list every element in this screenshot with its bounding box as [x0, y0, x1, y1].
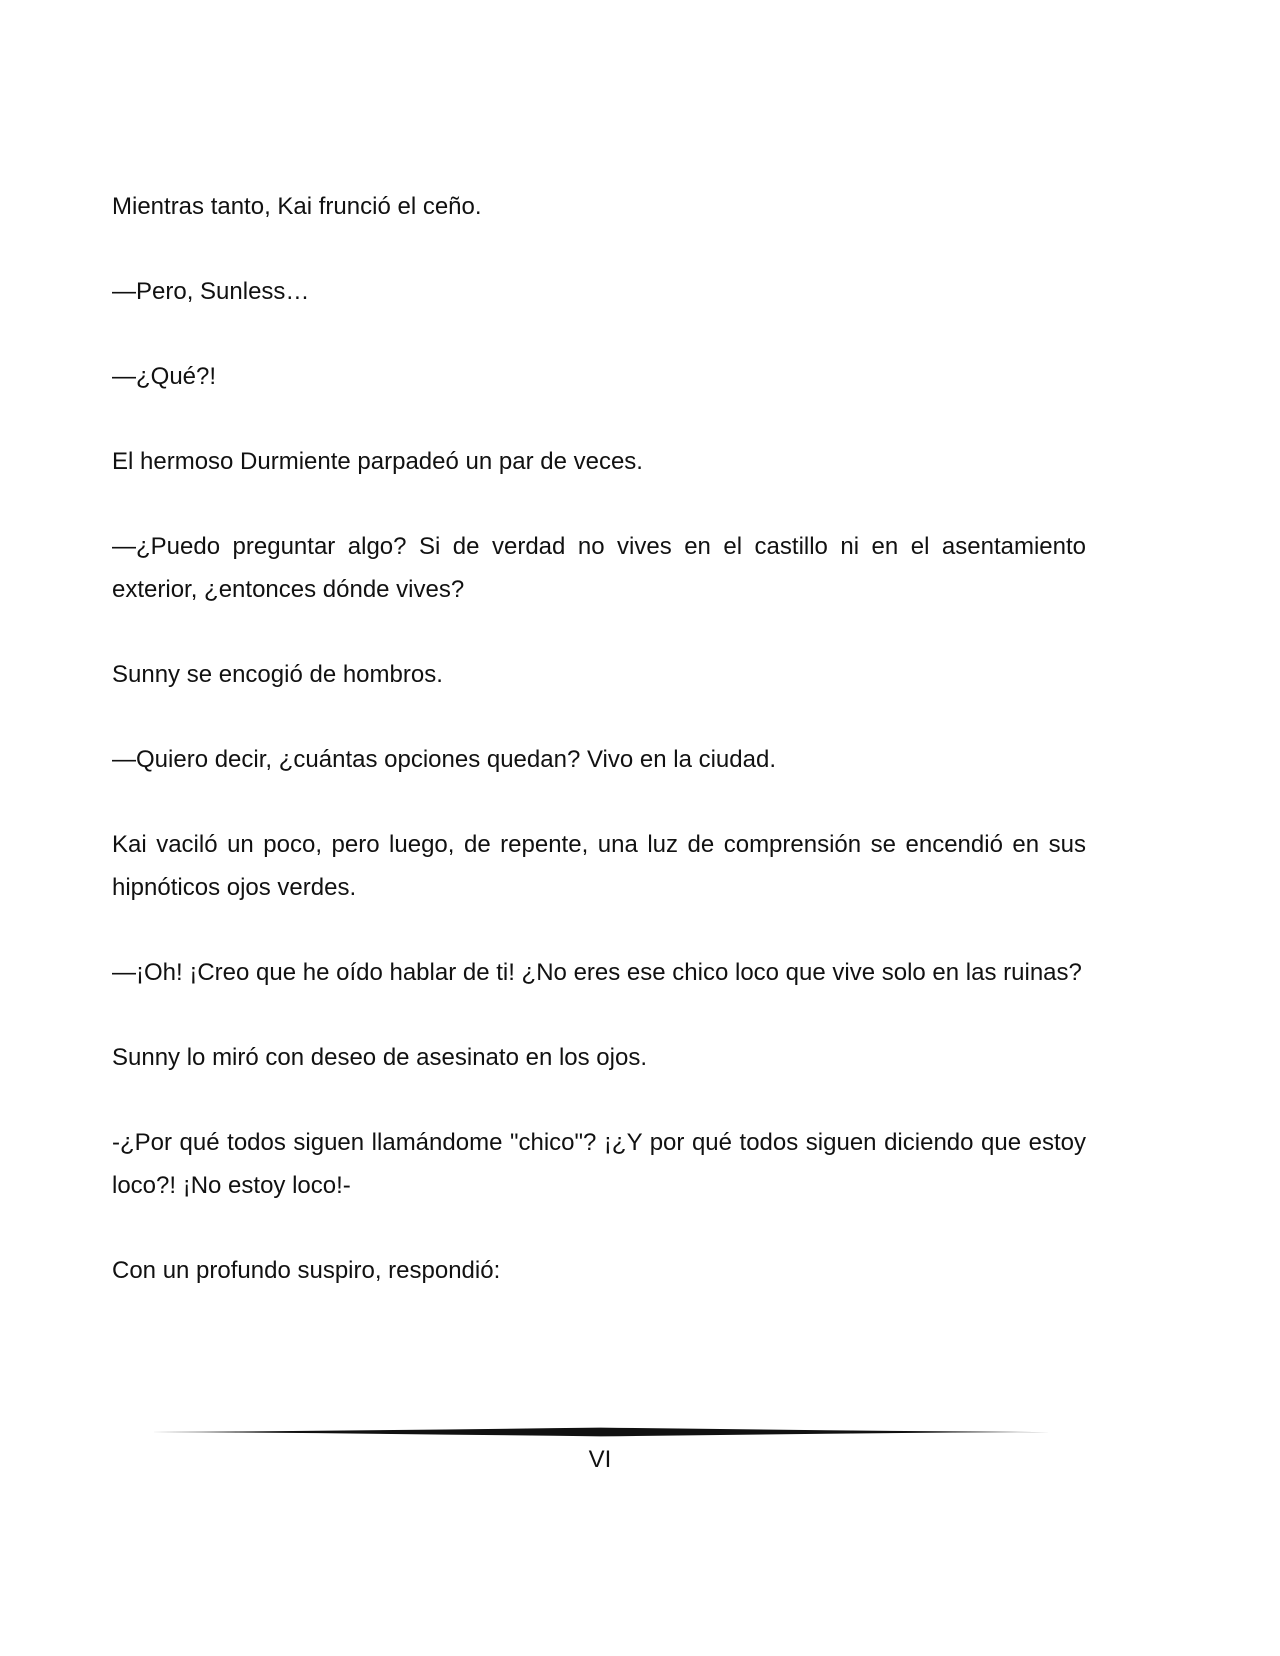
- paragraph: —¿Puedo preguntar algo? Si de verdad no vives en el castillo ni en el asentamiento exterior, ¿entonces dónde vives?: [112, 533, 1086, 603]
- paragraph: Mientras tanto, Kai frunció el ceño.: [112, 193, 482, 220]
- page-number: VI: [588, 1446, 612, 1473]
- paragraph: Sunny lo miró con deseo de asesinato en los ojos.: [112, 1044, 647, 1071]
- paragraph: —Pero, Sunless…: [112, 278, 310, 305]
- paragraph: El hermoso Durmiente parpadeó un par de veces.: [112, 448, 643, 475]
- paragraph: Kai vaciló un poco, pero luego, de repente, una luz de comprensión se encendió en sus hipnóticos ojos verdes.: [112, 831, 1086, 901]
- paragraph: -¿Por qué todos siguen llamándome "chico"? ¡¿Y por qué todos siguen diciendo que estoy loco?! ¡No estoy loco!-: [112, 1129, 1086, 1199]
- paragraph: —Quiero decir, ¿cuántas opciones quedan? Vivo en la ciudad.: [112, 746, 776, 773]
- footer-divider: [151, 1425, 1050, 1439]
- text-body: [112, 185, 1086, 1334]
- paragraph: —¿Qué?!: [112, 363, 217, 390]
- paragraph: —¡Oh! ¡Creo que he oído hablar de ti! ¿No eres ese chico loco que vive solo en las ruinas?: [112, 959, 1082, 986]
- paragraph: Sunny se encogió de hombros.: [112, 661, 443, 688]
- paragraph: Con un profundo suspiro, respondió:: [112, 1257, 501, 1284]
